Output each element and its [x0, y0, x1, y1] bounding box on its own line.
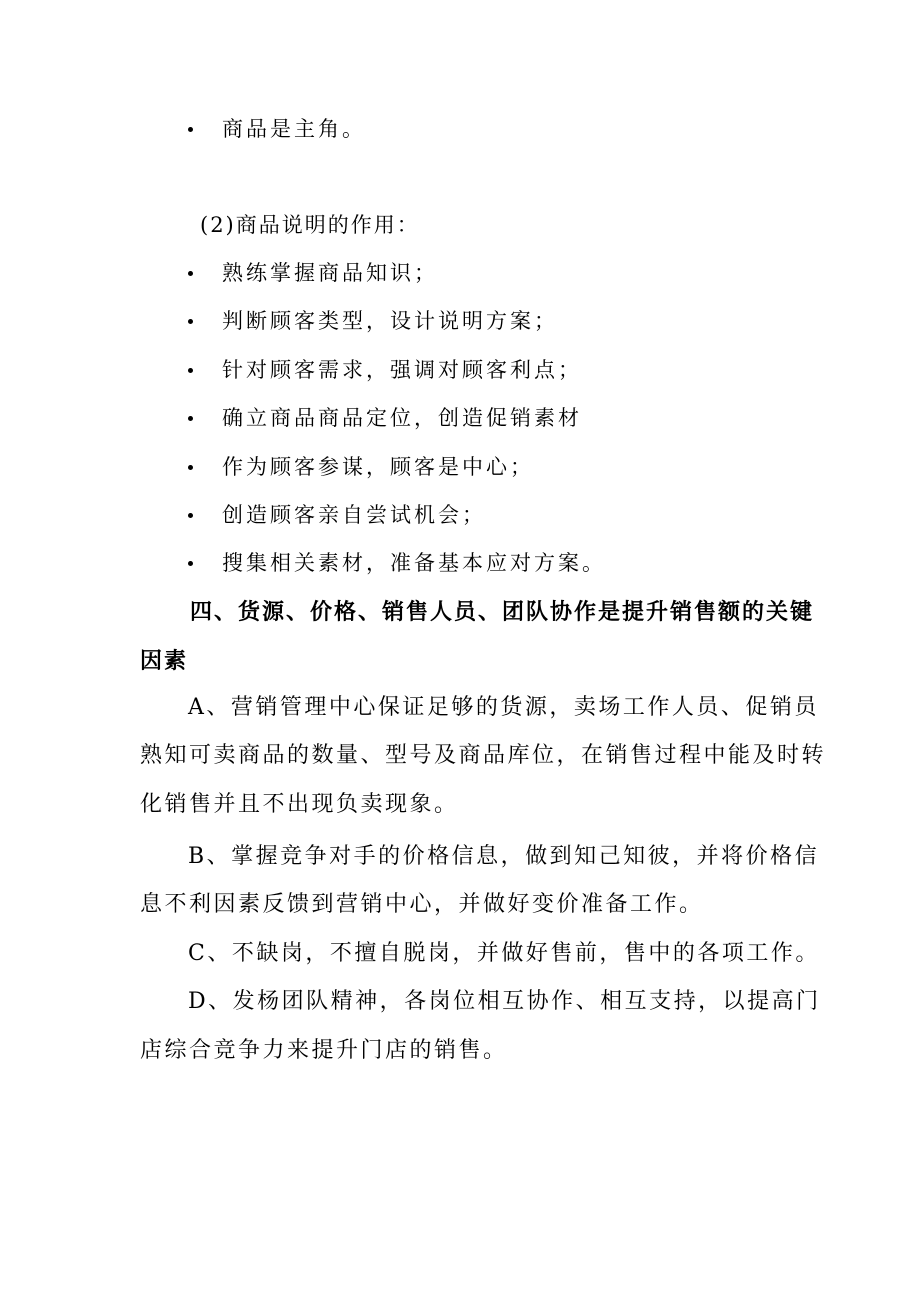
- bullet-item: [0, 548, 920, 578]
- paragraph-b-line: 息不利因素反馈到营销中心，并做好变价准备工作。: [140, 892, 704, 917]
- paragraph-a-line: 化销售并且不出现负卖现象。: [140, 792, 459, 817]
- paragraph-c-line: C、不缺岗，不擅自脱岗，并做好售前，售中的各项工作。: [188, 941, 820, 966]
- bullet-dot-icon: [188, 513, 193, 518]
- subheading: (2)商品说明的作用：: [200, 213, 420, 237]
- bullet-text: 确立商品商品定位，创造促销素材: [222, 406, 582, 430]
- bullet-item: [0, 403, 920, 433]
- bullet-text: 创造顾客亲自尝试机会；: [222, 503, 486, 527]
- bullet-item: [0, 306, 920, 336]
- section-heading-line: 因素: [140, 648, 189, 674]
- bullet-item: [0, 452, 920, 482]
- bullet-dot-icon: [188, 127, 193, 132]
- paragraph-a-line: 熟知可卖商品的数量、型号及商品库位，在销售过程中能及时转: [140, 743, 827, 768]
- bullet-dot-icon: [188, 465, 193, 470]
- bullet-item: [0, 114, 920, 144]
- bullet-text: 针对顾客需求，强调对顾客利点；: [222, 358, 582, 382]
- bullet-dot-icon: [188, 416, 193, 421]
- bullet-text: 作为顾客参谋，顾客是中心；: [222, 455, 534, 479]
- bullet-text: 搜集相关素材，准备基本应对方案。: [222, 551, 606, 575]
- bullet-item: [0, 355, 920, 385]
- paragraph-b-line: B、掌握竞争对手的价格信息，做到知己知彼，并将价格信: [188, 844, 820, 869]
- section-heading-line: 四、货源、价格、销售人员、团队协作是提升销售额的关键: [190, 599, 815, 625]
- bullet-dot-icon: [188, 561, 193, 566]
- bullet-dot-icon: [188, 271, 193, 276]
- paragraph-d-line: D、发杨团队精神，各岗位相互协作、相互支持，以提高门: [188, 989, 821, 1014]
- paragraph-d-line: 店综合竞争力来提升门店的销售。: [140, 1038, 508, 1063]
- bullet-text: 判断顾客类型，设计说明方案；: [222, 309, 558, 333]
- paragraph-a-line: A、营销管理中心保证足够的货源，卖场工作人员、促销员: [188, 695, 819, 720]
- bullet-dot-icon: [188, 368, 193, 373]
- bullet-text: 熟练掌握商品知识；: [222, 261, 438, 285]
- bullet-item: [0, 258, 920, 288]
- bullet-dot-icon: [188, 319, 193, 324]
- bullet-item: [0, 500, 920, 530]
- bullet-text: 商品是主角。: [222, 117, 366, 141]
